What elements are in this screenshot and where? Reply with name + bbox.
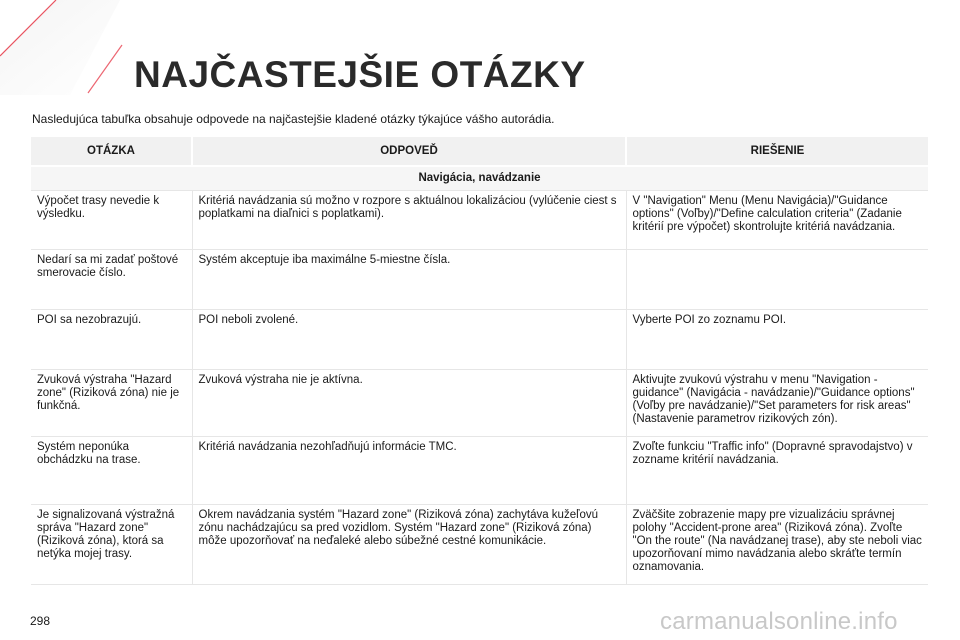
row-question: POI sa nezobrazujú. xyxy=(31,309,192,369)
page-number: 298 xyxy=(30,614,51,628)
row-solution: Zvoľte funkciu "Traffic info" (Dopravné spravodajstvo) v zozname kritérií navádzania. xyxy=(626,436,928,504)
table-row xyxy=(31,309,928,369)
row-answer: Zvuková výstraha nie je aktívna. xyxy=(192,369,626,436)
row-answer: Systém akceptuje iba maximálne 5-miestne čísla. xyxy=(192,249,626,309)
row-question: Výpočet trasy nevedie k výsledku. xyxy=(31,190,192,249)
row-answer: Kritériá navádzania nezohľadňujú informácie TMC. xyxy=(192,436,626,504)
table-row xyxy=(31,190,928,249)
row-question: Je signalizovaná výstražná správa "Hazard zone" (Riziková zóna), ktorá sa netýka mojej trasy. xyxy=(31,504,192,584)
header-answer: ODPOVEĎ xyxy=(192,137,626,166)
row-answer: POI neboli zvolené. xyxy=(192,309,626,369)
table-row xyxy=(31,504,928,584)
faq-table xyxy=(31,137,928,585)
row-solution: V "Navigation" Menu (Menu Navigácia)/"Guidance options" (Voľby)/"Define calculation criteria" (Zadanie kritérií pre výpočet) skontrolujte kritériá navádzania. xyxy=(626,190,928,249)
title-frame xyxy=(0,0,960,110)
table-row xyxy=(31,249,928,309)
table-row xyxy=(31,436,928,504)
page-title: NAJČASTEJŠIE OTÁZKY xyxy=(134,54,586,95)
header-question: OTÁZKA xyxy=(31,137,192,166)
row-solution: Vyberte POI zo zoznamu POI. xyxy=(626,309,928,369)
row-question: Zvuková výstraha "Hazard zone" (Riziková zóna) nie je funkčná. xyxy=(31,369,192,436)
section-title: Navigácia, navádzanie xyxy=(31,166,928,190)
section-row xyxy=(31,166,928,190)
watermark: carmanualsonline.info xyxy=(660,608,898,635)
row-answer: Kritériá navádzania sú možno v rozpore s aktuálnou lokalizáciou (vylúčenie ciest s poplatkami na diaľnici s poplatkami). xyxy=(192,190,626,249)
row-question: Nedarí sa mi zadať poštové smerovacie číslo. xyxy=(31,249,192,309)
table-row xyxy=(31,369,928,436)
row-solution: Aktivujte zvukovú výstrahu v menu "Navigation - guidance" (Navigácia - navádzanie)/"Guidance options" (Voľby pre navádzanie)/"Set parameters for risk areas" (Nastavenie parametrov rizikových zón). xyxy=(626,369,928,436)
row-question: Systém neponúka obchádzku na trase. xyxy=(31,436,192,504)
table-header-row xyxy=(31,137,928,166)
intro-text: Nasledujúca tabuľka obsahuje odpovede na najčastejšie kladené otázky týkajúce vášho autorádia. xyxy=(32,112,555,126)
row-answer: Okrem navádzania systém "Hazard zone" (Riziková zóna) zachytáva kužeľovú zónu nachádzajúcu sa pred vozidlom. Systém "Hazard zone" (Riziková zóna) môže upozorňovať na neďaleké alebo súbežné cestné komunikácie. xyxy=(192,504,626,584)
row-solution xyxy=(626,249,928,309)
row-solution: Zväčšite zobrazenie mapy pre vizualizáciu správnej polohy "Accident-prone area" (Riziková zóna). Zvoľte "On the route" (Na navádzanej trase), aby ste neboli viac upozorňovaní mimo navádzania alebo skráťte termín oznamovania. xyxy=(626,504,928,584)
header-solution: RIEŠENIE xyxy=(626,137,928,166)
